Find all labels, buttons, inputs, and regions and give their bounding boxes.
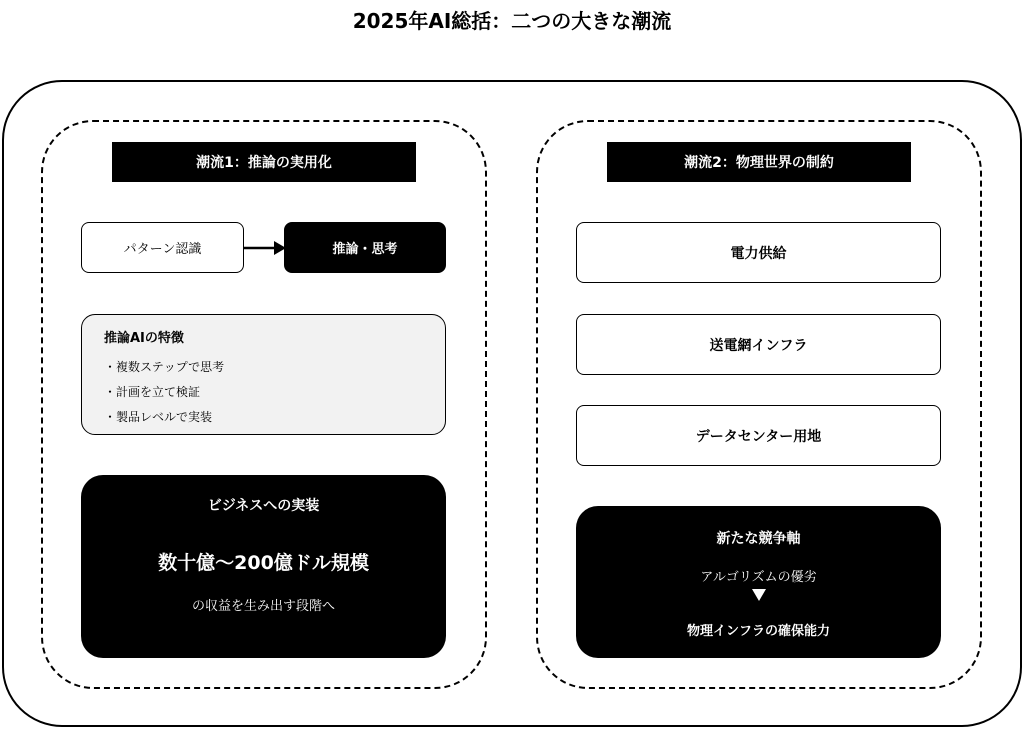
grid-infrastructure-box: 送電網インフラ (576, 314, 941, 375)
business-subtitle: の収益を生み出す段階へ (191, 599, 335, 614)
business-implementation-card (81, 475, 446, 658)
feature-item: ・複数ステップで思考 (104, 360, 225, 374)
competition-from: アルゴリズムの優劣 (700, 570, 817, 585)
pattern-recognition-box: パターン認識 (81, 222, 244, 273)
features-title: 推論AIの特徴 (104, 331, 184, 346)
trend-2-header: 潮流2：物理世界の制約 (607, 142, 911, 182)
reasoning-ai-features-box (81, 314, 446, 435)
feature-item: ・計画を立て検証 (104, 385, 201, 399)
trend-1-header: 潮流1：推論の実用化 (112, 142, 416, 182)
business-title: ビジネスへの実装 (207, 498, 320, 514)
down-arrow-icon (751, 588, 767, 602)
page-title: 2025年AI総括：二つの大きな潮流 (352, 9, 672, 33)
power-supply-box: 電力供給 (576, 222, 941, 283)
new-competition-axis-card (576, 506, 941, 658)
business-amount: 数十億〜200億ドル規模 (158, 552, 369, 574)
competition-to: 物理インフラの確保能力 (686, 624, 830, 639)
reasoning-thinking-box: 推論・思考 (284, 222, 446, 273)
right-arrow-icon (240, 236, 290, 260)
competition-title: 新たな競争軸 (716, 531, 801, 547)
feature-item: ・製品レベルで実装 (104, 410, 213, 424)
datacenter-site-box: データセンター用地 (576, 405, 941, 466)
